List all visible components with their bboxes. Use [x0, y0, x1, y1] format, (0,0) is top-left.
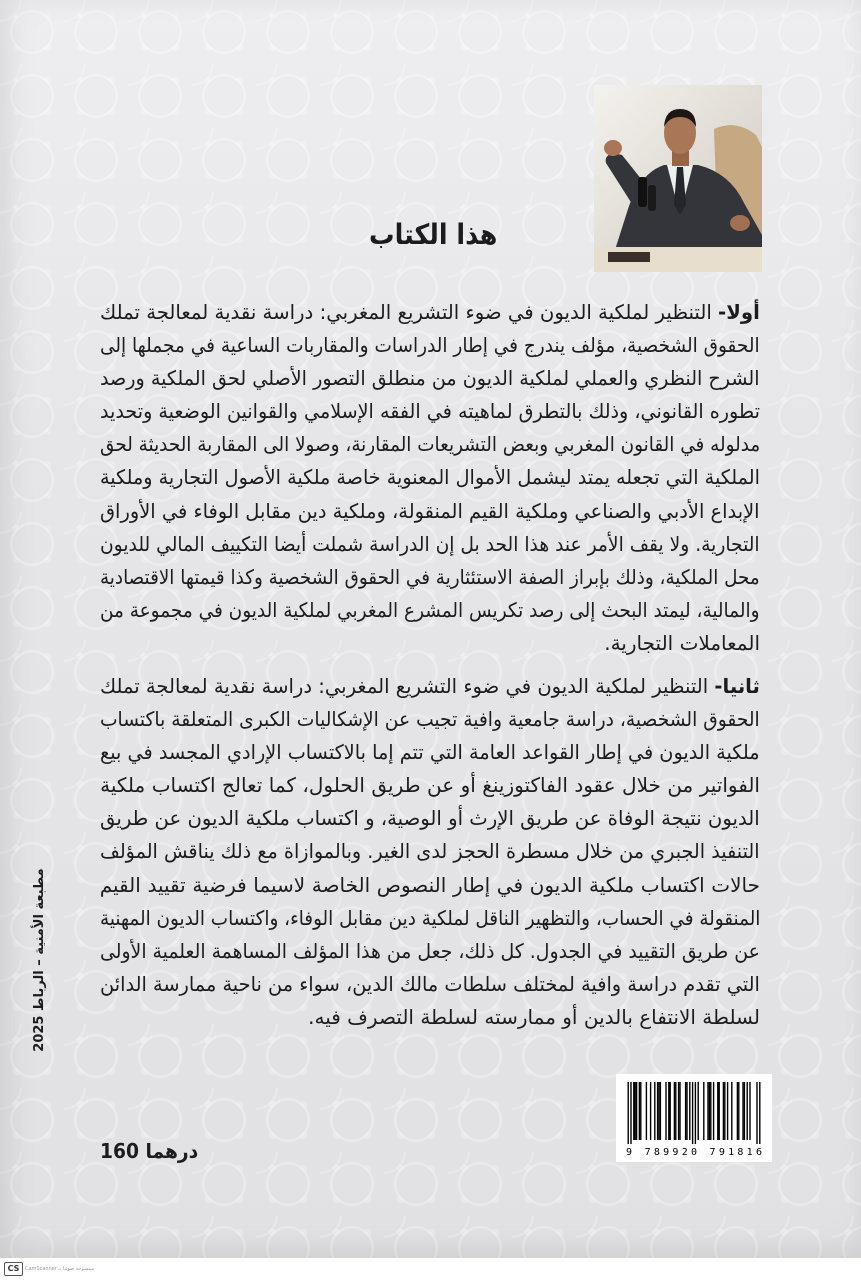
barcode-bar [630, 1082, 631, 1144]
text-line-row [100, 670, 760, 703]
barcode-bar [709, 1082, 710, 1140]
text-line [100, 362, 760, 395]
text-line-row [100, 802, 760, 835]
photo-microphone [648, 185, 656, 211]
text-line-content: الشرح النظري والعملي لملكية الديون من منطلق التصور الأصلي لحق الملكية ورصد [100, 365, 760, 390]
barcode-bars [628, 1082, 761, 1144]
camscanner-logo: CS [4, 1262, 23, 1276]
text-line [100, 296, 760, 329]
barcode-bar [756, 1082, 757, 1144]
barcode-bar [646, 1082, 647, 1140]
barcode-bar [686, 1082, 687, 1140]
barcode-bar [639, 1082, 640, 1140]
barcode-bar [724, 1082, 725, 1140]
paragraph-lead: ثانيا- [714, 673, 760, 698]
text-line [100, 769, 760, 802]
text-line [100, 835, 760, 868]
text-line-content: والمالية، ليمتد البحث إلى رصد تكريس المشرع المغربي لملكية الديون في مجموعة من [100, 598, 760, 623]
paragraph-lead: أولا- [718, 299, 760, 324]
text-line [100, 594, 760, 627]
text-line [100, 869, 760, 902]
barcode-bar [759, 1082, 760, 1144]
text-line-row [100, 869, 760, 902]
text-line-content: الديون نتيجة الوفاة عن طريق الإرث أو الوصية، و اكتساب ملكية الديون عن طريق [100, 806, 760, 831]
author-photo [594, 85, 762, 272]
text-line [100, 561, 760, 594]
text-line-content: مدلوله في القانون المغربي وبعض التشريعات المقارنة، وصولا الى المقاربة الحديثة لحق [99, 432, 760, 457]
barcode-bar [633, 1082, 634, 1140]
text-line-row [100, 627, 760, 660]
text-line [100, 703, 760, 736]
watermark-text: ممسوحة ضوئيا بـ CamScanner [25, 1266, 95, 1272]
barcode-digits: 9 789920 791816 [626, 1147, 762, 1158]
text-line [100, 461, 760, 494]
barcode-bar [703, 1082, 704, 1140]
text-line-content: ملكية الديون في إطار القواعد العامة التي تتم إما بالاكتساب الإرادي المجسد في بيع [100, 739, 760, 764]
text-line [100, 935, 760, 968]
photo-microphone [638, 177, 647, 207]
barcode-bar [678, 1082, 679, 1140]
text-line [100, 670, 760, 703]
text-line [100, 968, 760, 1001]
barcode-bar [742, 1082, 743, 1140]
barcode-bar [692, 1082, 693, 1144]
text-line-row [100, 329, 760, 362]
text-line-row [100, 835, 760, 868]
text-line-row [100, 362, 760, 395]
text-line-content: التجارية. ولا يقف الأمر عند هذا الحد بل إن الدراسة شملت أيضا التكييف المالي للديون [100, 531, 760, 556]
barcode-bar [670, 1082, 671, 1140]
text-line-row [100, 703, 760, 736]
text-line-content: محل الملكية، وذلك بإبراز الصفة الاستئثارية في الحقوق الشخصية وكذا قيمتها الاقتصادية [100, 565, 760, 589]
text-line-row [100, 968, 760, 1001]
text-line-content: المعاملات التجارية. [604, 631, 760, 656]
text-line-row [100, 1001, 760, 1034]
barcode-bar [738, 1082, 739, 1140]
text-line-content: لسلطة الانتفاع بالدين أو ممارسته لسلطة التصرف فيه. [308, 1005, 760, 1030]
text-line-content: التنظير لملكية الديون في ضوء التشريع المغربي: دراسة نقدية لمعالجة تملك [100, 673, 709, 698]
barcode-bar [685, 1082, 686, 1140]
text-line-row [100, 461, 760, 494]
text-line-row [100, 395, 760, 428]
barcode-bar [640, 1082, 641, 1140]
text-line-content: المنقولة في الحساب، والتظهير الناقل لملكية دين مقابل الوفاء، واكتساب الديون المهنية [99, 905, 760, 930]
barcode-bar [635, 1082, 636, 1140]
barcode-bar [723, 1082, 724, 1140]
photo-desk-item [608, 252, 650, 262]
price-label: 160 درهما [100, 1139, 199, 1163]
blurb-paragraph-1 [100, 296, 760, 661]
barcode-bar [749, 1082, 750, 1140]
barcode-bar [636, 1082, 637, 1140]
text-line-row [100, 428, 760, 461]
text-line [100, 329, 760, 362]
text-line-content: الحقوق الشخصية، مؤلف يندرج في إطار الدراسات والمقاربات الساعية في مجملها إلى [100, 332, 760, 357]
barcode-bar [650, 1082, 651, 1140]
barcode-bar [717, 1082, 718, 1140]
barcode-bar [719, 1082, 720, 1140]
barcode-bar [675, 1082, 676, 1140]
text-line-content: التنظير لملكية الديون في ضوء التشريع المغربي: دراسة نقدية لمعالجة تملك [100, 299, 712, 324]
printer-imprint [31, 858, 49, 1062]
text-line-row [100, 296, 760, 329]
text-line [100, 428, 760, 461]
text-line-content: الفواتير من خلال عقود الفاكتوزينغ أو عن طريق الحلول، كما تعالج اكتساب ملكية [100, 773, 760, 798]
barcode-bar [737, 1082, 738, 1140]
cover-heading: هذا الكتاب [368, 218, 497, 251]
text-line-row [100, 561, 760, 594]
barcode-bar [727, 1082, 728, 1140]
text-line-content: التنفيذ الجبري من خلال مسطرة الحجز لدى الغير. وبالموازاة مع ذلك يناقش المؤلف [100, 839, 760, 864]
text-line-row [100, 594, 760, 627]
photo-raised-hand [604, 140, 622, 156]
text-line [100, 736, 760, 769]
text-line-content: الملكية التي تجعله يمتد ليشمل الأموال المعنوية خاصة ملكية الأصول التجارية وملكية [100, 465, 760, 490]
barcode-bar [713, 1082, 714, 1140]
text-line [100, 902, 760, 935]
blurb-paragraph-2 [100, 670, 760, 1035]
printer-imprint-text: مطبعة الأمنية – الرباط 2025 [32, 868, 47, 1052]
author-photo-image [594, 85, 762, 272]
text-line-content: تطوره القانوني، وذلك بالتطرق لماهيته في الفقه الإسلامي والقوانين الوضعية وتحديد [100, 399, 760, 424]
barcode-bar [654, 1082, 655, 1140]
text-line [100, 528, 760, 561]
barcode-bar [707, 1082, 708, 1140]
barcode-bar [679, 1082, 680, 1140]
text-line-content: التي تقدم دراسة وافية لمختلف سلطات مالك الدين، سواء من ناحية ممارسة الدائن [100, 972, 760, 997]
barcode-bar [658, 1082, 659, 1140]
barcode-bar [668, 1082, 669, 1140]
barcode-bar [674, 1082, 675, 1140]
text-line [100, 802, 760, 835]
text-line-content: عن طريق التقييد في الجدول. كل ذلك، جعل من هذا المؤلف المساهمة العلمية الأولى [100, 939, 760, 963]
text-line-content: حالات اكتساب ملكية الديون في إطار النصوص الخاصة لاسيما فرضية تقييد القيم [99, 872, 760, 897]
text-line [100, 395, 760, 428]
barcode-bar [657, 1082, 658, 1140]
text-line [308, 1001, 760, 1034]
barcode-graphic [616, 1074, 772, 1162]
isbn-barcode [616, 1074, 772, 1162]
text-line-row [100, 736, 760, 769]
barcode-bar [660, 1082, 661, 1140]
text-line-row [100, 935, 760, 968]
photo-hand [730, 215, 750, 231]
barcode-bar [628, 1082, 629, 1144]
barcode-bar [695, 1082, 696, 1144]
text-line [604, 627, 760, 660]
text-line-content: الحقوق الشخصية، دراسة جامعية وافية تجيب عن الإشكاليات الكبرى المتعلقة باكتساب [100, 706, 760, 731]
scanner-watermark [0, 1258, 861, 1280]
barcode-bar [665, 1082, 666, 1140]
barcode-bar [731, 1082, 732, 1140]
barcode-bar [747, 1082, 748, 1140]
text-line-content: الإبداع الأدبي والصناعي وملكية القيم المنقولة، وملكية دين مقابل الوفاء في الأوراق [100, 498, 760, 523]
barcode-bar [744, 1082, 745, 1140]
barcode-bar [698, 1082, 699, 1140]
text-line-row [100, 769, 760, 802]
text-line-row [100, 902, 760, 935]
text-line-row [100, 495, 760, 528]
text-line-row [100, 528, 760, 561]
text-line [100, 495, 760, 528]
barcode-bar [710, 1082, 711, 1140]
barcode-bar [689, 1082, 690, 1140]
